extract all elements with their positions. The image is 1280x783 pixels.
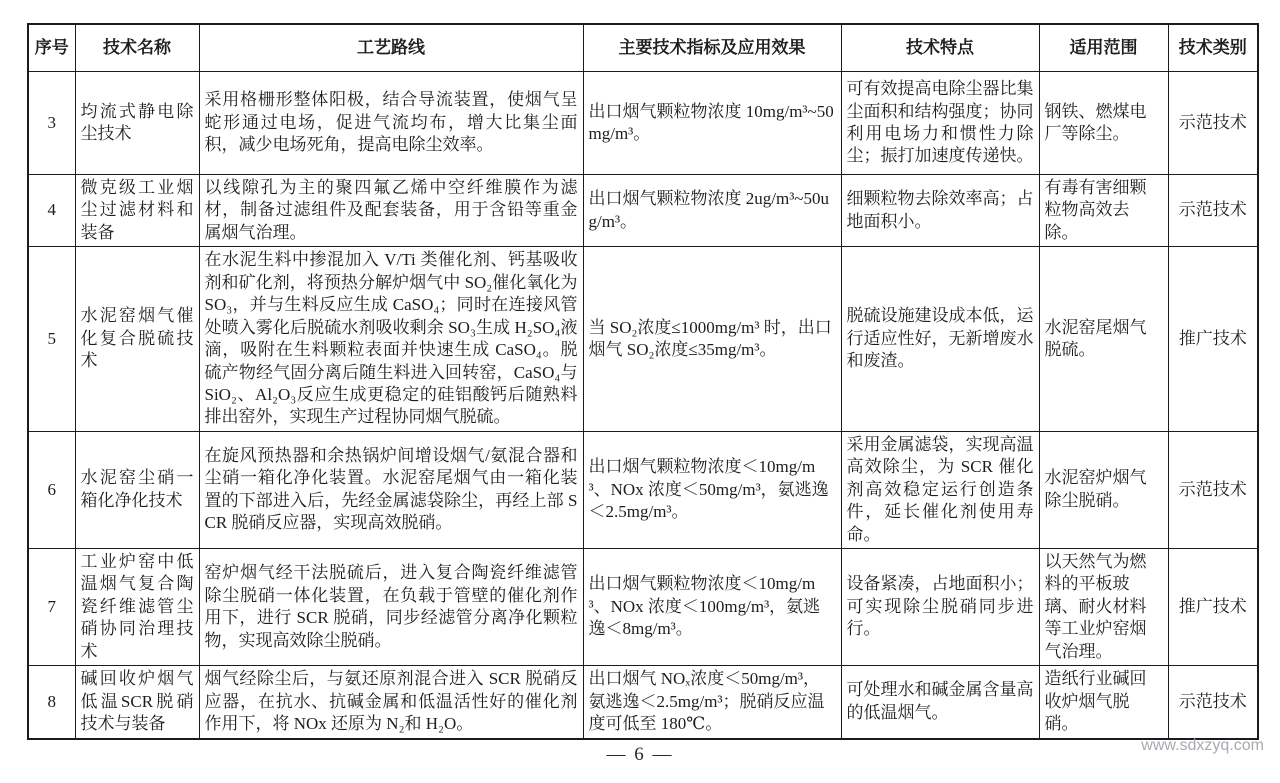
cell-process-route: 烟气经除尘后，与氨还原剂混合进入 SCR 脱硝反应器，在抗水、抗碱金属和低温活性好的催化剂作用下，将 NOx 还原为 N₂和 H₂O。 bbox=[199, 666, 583, 739]
cell-features: 脱硫设施建设成本低，运行适应性好，无新增废水和废渣。 bbox=[841, 247, 1039, 432]
cell-technology-name: 水泥窑烟气催化复合脱硫技术 bbox=[75, 247, 199, 432]
technology-table bbox=[27, 23, 1259, 740]
header-serial-number: 序号 bbox=[28, 24, 75, 72]
cell-features: 采用金属滤袋，实现高温高效除尘，为 SCR 催化剂高效稳定运行创造条件，延长催化剂使用寿命。 bbox=[841, 431, 1039, 548]
cell-process-route: 以线隙孔为主的聚四氟乙烯中空纤维膜作为滤材，制备过滤组件及配套装备，用于含铅等重金属烟气治理。 bbox=[199, 175, 583, 247]
header-process-route: 工艺路线 bbox=[199, 24, 583, 72]
cell-scope: 水泥窑尾烟气脱硫。 bbox=[1039, 247, 1168, 432]
header-features: 技术特点 bbox=[841, 24, 1039, 72]
cell-indicators: 出口烟气 NOₓ浓度＜50mg/m³，氨逃逸＜2.5mg/m³；脱硝反应温度可低至 180℃。 bbox=[583, 666, 841, 739]
header-technology-name: 技术名称 bbox=[75, 24, 199, 72]
header-indicators: 主要技术指标及应用效果 bbox=[583, 24, 841, 72]
cell-scope: 造纸行业碱回收炉烟气脱硝。 bbox=[1039, 666, 1168, 739]
page-number: — 6 — bbox=[606, 744, 674, 765]
cell-process-route: 在水泥生料中掺混加入 V/Ti 类催化剂、钙基吸收剂和矿化剂，将预热分解炉烟气中 SO₂催化氧化为SO₃，并与生料反应生成 CaSO₄；同时在连接风管处喷入雾化后脱硫水剂吸收剩余 SO₃生成 H₂SO₄液滴，吸附在生料颗粒表面并快速生成 CaSO₄。脱硫产物经气固分离后随生料进入回转窑，CaSO₄与 SiO₂、Al₂O₃反应生成更稳定的硅铝酸钙后随熟料排出窑外，实现生产过程协同烟气脱硫。 bbox=[199, 247, 583, 432]
cell-serial-number: 6 bbox=[28, 431, 75, 548]
cell-technology-name: 水泥窑尘硝一箱化净化技术 bbox=[75, 431, 199, 548]
cell-category: 示范技术 bbox=[1168, 72, 1258, 175]
header-category: 技术类别 bbox=[1168, 24, 1258, 72]
cell-indicators: 出口烟气颗粒物浓度＜10mg/m³、NOx 浓度＜50mg/m³，氨逃逸＜2.5mg/m³。 bbox=[583, 431, 841, 548]
cell-process-route: 窑炉烟气经干法脱硫后，进入复合陶瓷纤维滤管除尘脱硝一体化装置，在负载于管壁的催化剂作用下，进行 SCR 脱硝，同步经滤管分离净化颗粒物，实现高效除尘脱硝。 bbox=[199, 549, 583, 666]
cell-process-route: 在旋风预热器和余热锅炉间增设烟气/氨混合器和尘硝一箱化净化装置。水泥窑尾烟气由一箱化装置的下部进入后，先经金属滤袋除尘，再经上部 SCR 脱硝反应器，实现高效脱硝。 bbox=[199, 431, 583, 548]
cell-features: 设备紧凑，占地面积小；可实现除尘脱硝同步进行。 bbox=[841, 549, 1039, 666]
cell-scope: 有毒有害细颗粒物高效去除。 bbox=[1039, 175, 1168, 247]
header-scope: 适用范围 bbox=[1039, 24, 1168, 72]
cell-indicators: 出口烟气颗粒物浓度 2ug/m³~50ug/m³。 bbox=[583, 175, 841, 247]
cell-category: 示范技术 bbox=[1168, 666, 1258, 739]
cell-category: 推广技术 bbox=[1168, 549, 1258, 666]
table-row bbox=[28, 72, 1258, 175]
table-row bbox=[28, 549, 1258, 666]
cell-indicators: 出口烟气颗粒物浓度＜10mg/m³、NOx 浓度＜100mg/m³，氨逃逸＜8mg/m³。 bbox=[583, 549, 841, 666]
table-row bbox=[28, 431, 1258, 548]
cell-category: 推广技术 bbox=[1168, 247, 1258, 432]
cell-technology-name: 碱回收炉烟气低温SCR脱硝技术与装备 bbox=[75, 666, 199, 739]
cell-scope: 水泥窑炉烟气除尘脱硝。 bbox=[1039, 431, 1168, 548]
cell-serial-number: 4 bbox=[28, 175, 75, 247]
cell-technology-name: 微克级工业烟尘过滤材料和装备 bbox=[75, 175, 199, 247]
cell-features: 可有效提高电除尘器比集尘面积和结构强度；协同利用电场力和惯性力除尘；振打加速度传递快。 bbox=[841, 72, 1039, 175]
cell-scope: 钢铁、燃煤电厂等除尘。 bbox=[1039, 72, 1168, 175]
table-row bbox=[28, 247, 1258, 432]
cell-technology-name: 工业炉窑中低温烟气复合陶瓷纤维滤管尘硝协同治理技术 bbox=[75, 549, 199, 666]
table-row bbox=[28, 666, 1258, 739]
cell-technology-name: 均流式静电除尘技术 bbox=[75, 72, 199, 175]
cell-process-route: 采用格栅形整体阳极，结合导流装置，使烟气呈蛇形通过电场，促进气流均布，增大比集尘面积，减少电场死角，提高电除尘效率。 bbox=[199, 72, 583, 175]
cell-category: 示范技术 bbox=[1168, 431, 1258, 548]
cell-features: 细颗粒物去除效率高；占地面积小。 bbox=[841, 175, 1039, 247]
cell-scope: 以天然气为燃料的平板玻璃、耐火材料等工业炉窑烟气治理。 bbox=[1039, 549, 1168, 666]
table-row bbox=[28, 175, 1258, 247]
cell-features: 可处理水和碱金属含量高的低温烟气。 bbox=[841, 666, 1039, 739]
cell-indicators: 当 SO₂浓度≤1000mg/m³ 时，出口烟气 SO₂浓度≤35mg/m³。 bbox=[583, 247, 841, 432]
cell-category: 示范技术 bbox=[1168, 175, 1258, 247]
cell-serial-number: 5 bbox=[28, 247, 75, 432]
cell-serial-number: 7 bbox=[28, 549, 75, 666]
watermark-text: www.sdxzyq.com bbox=[1141, 737, 1264, 754]
cell-serial-number: 8 bbox=[28, 666, 75, 739]
table-header-row bbox=[28, 24, 1258, 72]
cell-serial-number: 3 bbox=[28, 72, 75, 175]
cell-indicators: 出口烟气颗粒物浓度 10mg/m³~50mg/m³。 bbox=[583, 72, 841, 175]
